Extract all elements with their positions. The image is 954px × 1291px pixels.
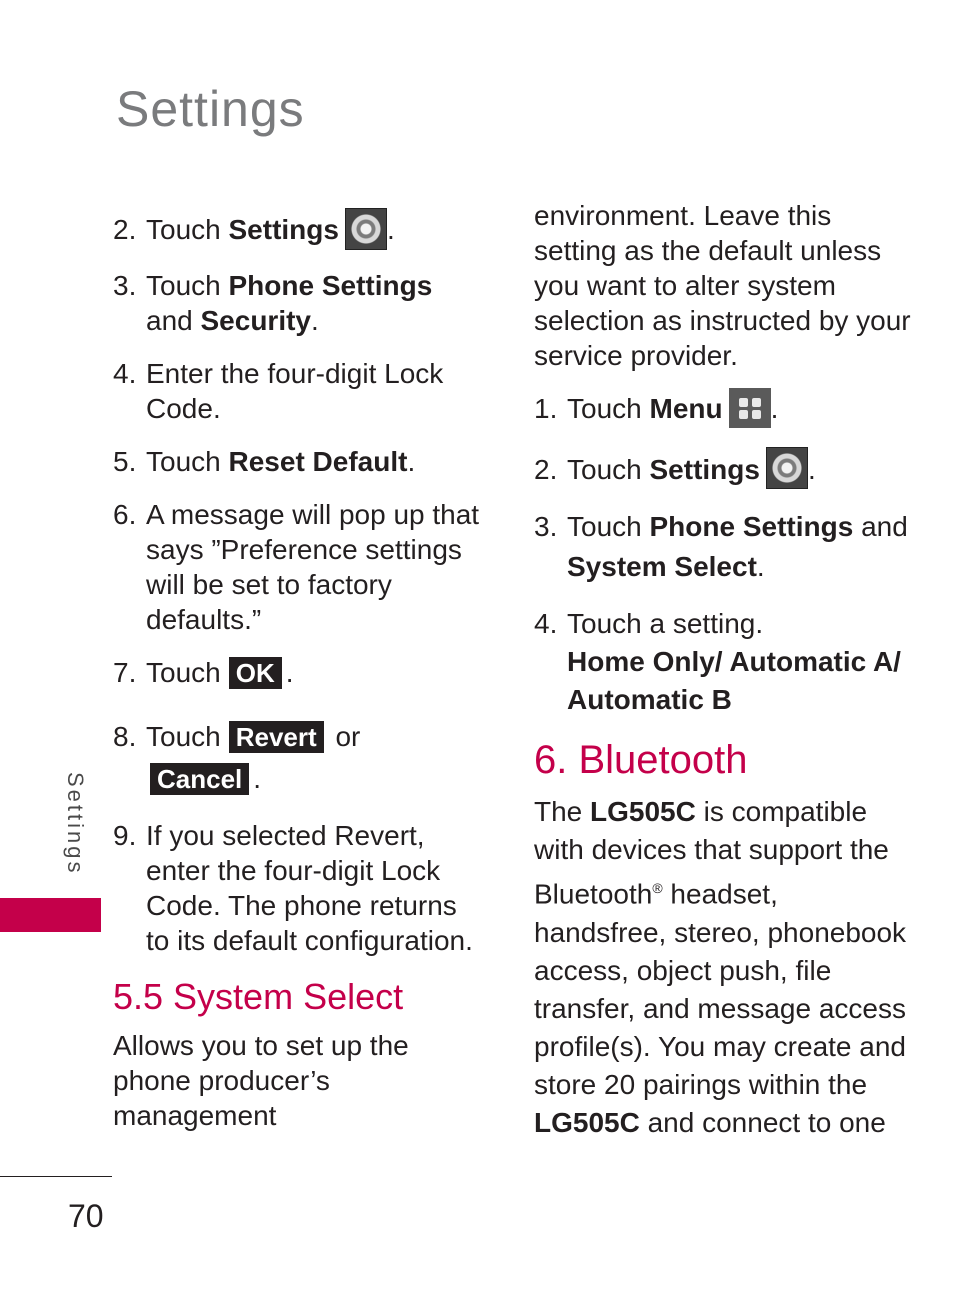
step-8-left (113, 716, 483, 800)
step-bold: Phone Settings (228, 269, 433, 301)
page-number: 70 (68, 1198, 104, 1234)
system-select-description: Allows you to set up the phone producer’s management (113, 1029, 409, 1131)
step-number: 1. (534, 393, 558, 424)
step-number: 6. (113, 498, 137, 530)
step-bold: System Select (567, 551, 757, 583)
system-select-options: Home Only/ Automatic A/ Automatic B (567, 646, 901, 716)
step-3-left (113, 268, 483, 338)
section-tab-marker (0, 898, 101, 932)
model-name: LG505C (590, 796, 696, 828)
menu-grid-icon (729, 388, 771, 428)
step-text: If you selected Revert, enter the four-digit Lock Code. The phone returns to its default configuration. (146, 819, 473, 956)
step-1-right (534, 391, 914, 428)
left-column (113, 212, 483, 1133)
settings-gear-icon (345, 208, 387, 250)
section-heading-bluetooth: 6. Bluetooth (534, 738, 748, 783)
step-text: Touch a setting. (567, 608, 764, 640)
step-number: 3. (113, 269, 137, 301)
step-number: 5. (113, 445, 137, 477)
revert-key-label: Revert (229, 721, 324, 753)
step-text: . (285, 656, 294, 688)
step-2-left (113, 212, 483, 250)
bt-text: The (534, 796, 591, 828)
step-text: . (386, 214, 395, 245)
step-text: and (853, 511, 908, 543)
step-text: Touch (146, 656, 221, 688)
system-select-description-continued: environment. Leave this setting as the default unless you want to alter system selection as instructed by your service provider. (534, 200, 911, 371)
step-text: Touch (146, 214, 229, 245)
bt-text: headset, handsfree, stereo, phonebook access, object push, file transfer, and message access profile(s). You may create and store 20 pairings within the (534, 878, 907, 1100)
bt-text: is compatible with devices that support the Bluetooth (534, 796, 889, 910)
step-number: 8. (113, 720, 137, 752)
step-number: 2. (113, 214, 137, 245)
step-text: or (335, 720, 361, 752)
step-2-right (534, 452, 914, 490)
footer-rule (0, 1176, 112, 1177)
step-text: A message will pop up that says ”Preference settings will be set to factory defaults.” (146, 498, 480, 635)
step-text: Touch (567, 393, 650, 424)
step-text: Touch (567, 453, 650, 485)
page-title: Settings (116, 81, 305, 137)
step-text: . (807, 453, 816, 485)
step-text: Touch (146, 269, 229, 301)
step-bold: Reset Default (228, 445, 408, 477)
step-number: 4. (113, 357, 137, 389)
step-text: . (253, 762, 262, 794)
step-bold: Settings (649, 453, 760, 485)
step-text: . (756, 551, 765, 583)
step-5-left (113, 444, 483, 479)
step-text: and (146, 304, 201, 336)
step-number: 9. (113, 819, 137, 851)
step-number: 3. (534, 511, 558, 543)
step-text: . (407, 445, 416, 477)
step-text: Enter the four-digit Lock Code. (146, 357, 444, 424)
bluetooth-description (534, 793, 914, 1141)
model-name: LG505C (534, 1106, 640, 1138)
step-text: Touch (567, 511, 650, 543)
step-text: Touch (146, 445, 229, 477)
step-7-left (113, 655, 483, 690)
step-9-left (113, 818, 483, 958)
settings-gear-icon (766, 447, 808, 489)
step-4-left (113, 356, 483, 426)
step-bold: Phone Settings (649, 511, 854, 543)
side-section-label: Settings (63, 772, 88, 876)
registered-mark: ® (652, 880, 663, 897)
step-text: . (311, 304, 319, 336)
step-3-right (534, 507, 914, 587)
step-bold: Security (200, 304, 311, 336)
step-number: 7. (113, 656, 137, 688)
step-text: . (770, 393, 779, 424)
step-number: 2. (534, 453, 558, 485)
cancel-key-label: Cancel (150, 763, 249, 795)
ok-key-label: OK (229, 657, 282, 689)
step-6-left (113, 497, 483, 637)
step-4-right (534, 605, 914, 719)
section-heading-system-select: 5.5 System Select (113, 975, 404, 1017)
bt-text: and connect to one (639, 1106, 886, 1138)
step-text: Touch (146, 720, 221, 752)
step-bold: Menu (649, 393, 723, 424)
step-bold: Settings (228, 214, 339, 245)
right-column (534, 198, 914, 1142)
step-number: 4. (534, 608, 558, 640)
